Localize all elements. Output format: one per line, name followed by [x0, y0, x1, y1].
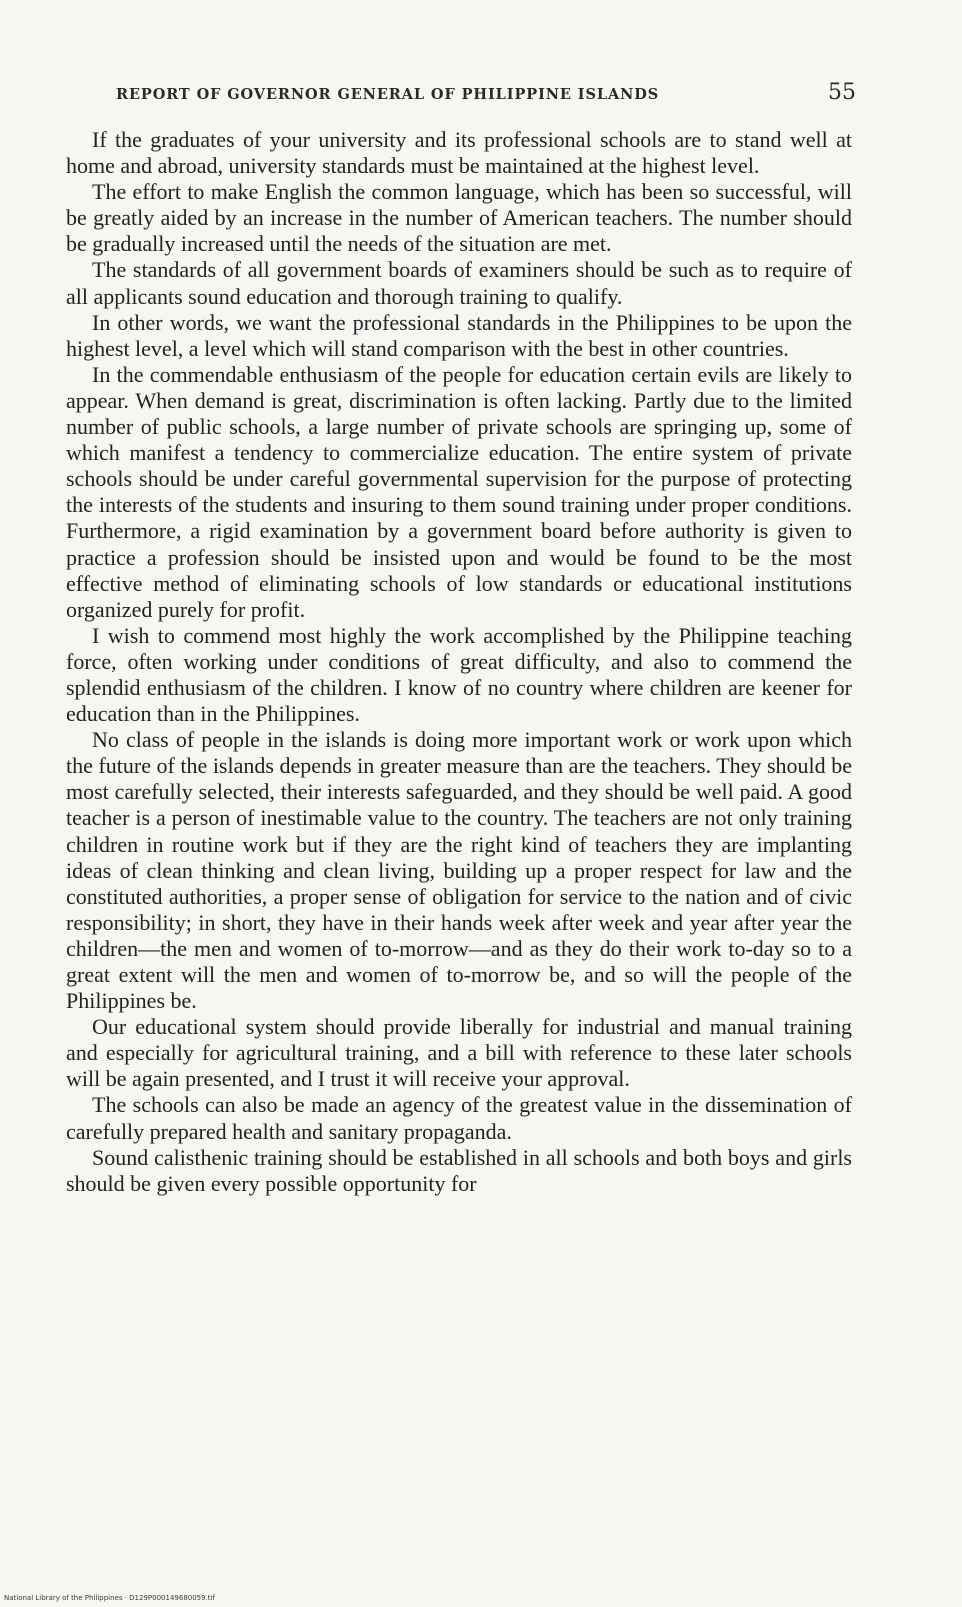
running-head: REPORT OF GOVERNOR GENERAL OF PHILIPPINE ISLANDS	[116, 86, 660, 103]
page-header	[116, 80, 856, 110]
paragraph: I wish to commend most highly the work accomplished by the Philippine teaching force, often working under conditions of great difficulty, and also to commend the splendid enthusiasm of the children. I know of no country where children are keener for education than in the Philippines.	[66, 622, 852, 727]
paragraph: The schools can also be made an agency of the greatest value in the dissemination of carefully prepared health and sanitary propaganda.	[66, 1092, 852, 1144]
paragraph: If the graduates of your university and its professional schools are to stand well at home and abroad, university standards must be maintained at the highest level.	[66, 127, 852, 179]
scan-credit: National Library of the Philippines · D129P000149680059.tif	[4, 1594, 215, 1602]
paragraph: No class of people in the islands is doing more important work or work upon which the future of the islands depends in greater measure than are the teachers. They should be most carefully selected, their interests safeguarded, and they should be well paid. A good teacher is a person of inestimable value to the country. The teachers are not only training children in routine work but if they are the right kind of teachers they are implanting ideas of clean thinking and clean living, building up a proper respect for law and the constituted authorities, a proper sense of obligation for service to the nation and of civic responsibility; in short, they have in their hands week after week and year after year the children—the men and women of to-morrow—and as they do their work to-day so to a great extent will the men and women of to-morrow be, and so will the people of the Philippines be.	[66, 727, 852, 1014]
body-text	[66, 127, 852, 1197]
page-number: 55	[828, 80, 856, 105]
paragraph: Sound calisthenic training should be established in all schools and both boys and girls should be given every possible opportunity for	[66, 1144, 852, 1196]
paragraph: In other words, we want the professional standards in the Philippines to be upon the highest level, a level which will stand comparison with the best in other countries.	[66, 309, 852, 361]
paragraph: In the commendable enthusiasm of the people for education certain evils are likely to appear. When demand is great, discrimination is often lacking. Partly due to the limited number of public schools, a large number of private schools are springing up, some of which manifest a tendency to commercialize education. The entire system of private schools should be under careful governmental supervision for the purpose of protecting the interests of the students and insuring to them sound training under proper conditions. Furthermore, a rigid examination by a government board before authority is given to practice a profession should be insisted upon and would be found to be the most effective method of eliminating schools of low standards or educational institutions organized purely for profit.	[66, 361, 852, 622]
paragraph: The effort to make English the common language, which has been so successful, will be greatly aided by an increase in the number of American teachers. The number should be gradually increased until the needs of the situation are met.	[66, 179, 852, 257]
paragraph: Our educational system should provide liberally for industrial and manual training and especially for agricultural training, and a bill with reference to these later schools will be again presented, and I trust it will receive your approval.	[66, 1014, 852, 1092]
paragraph: The standards of all government boards of examiners should be such as to require of all applicants sound education and thorough training to qualify.	[66, 257, 852, 309]
